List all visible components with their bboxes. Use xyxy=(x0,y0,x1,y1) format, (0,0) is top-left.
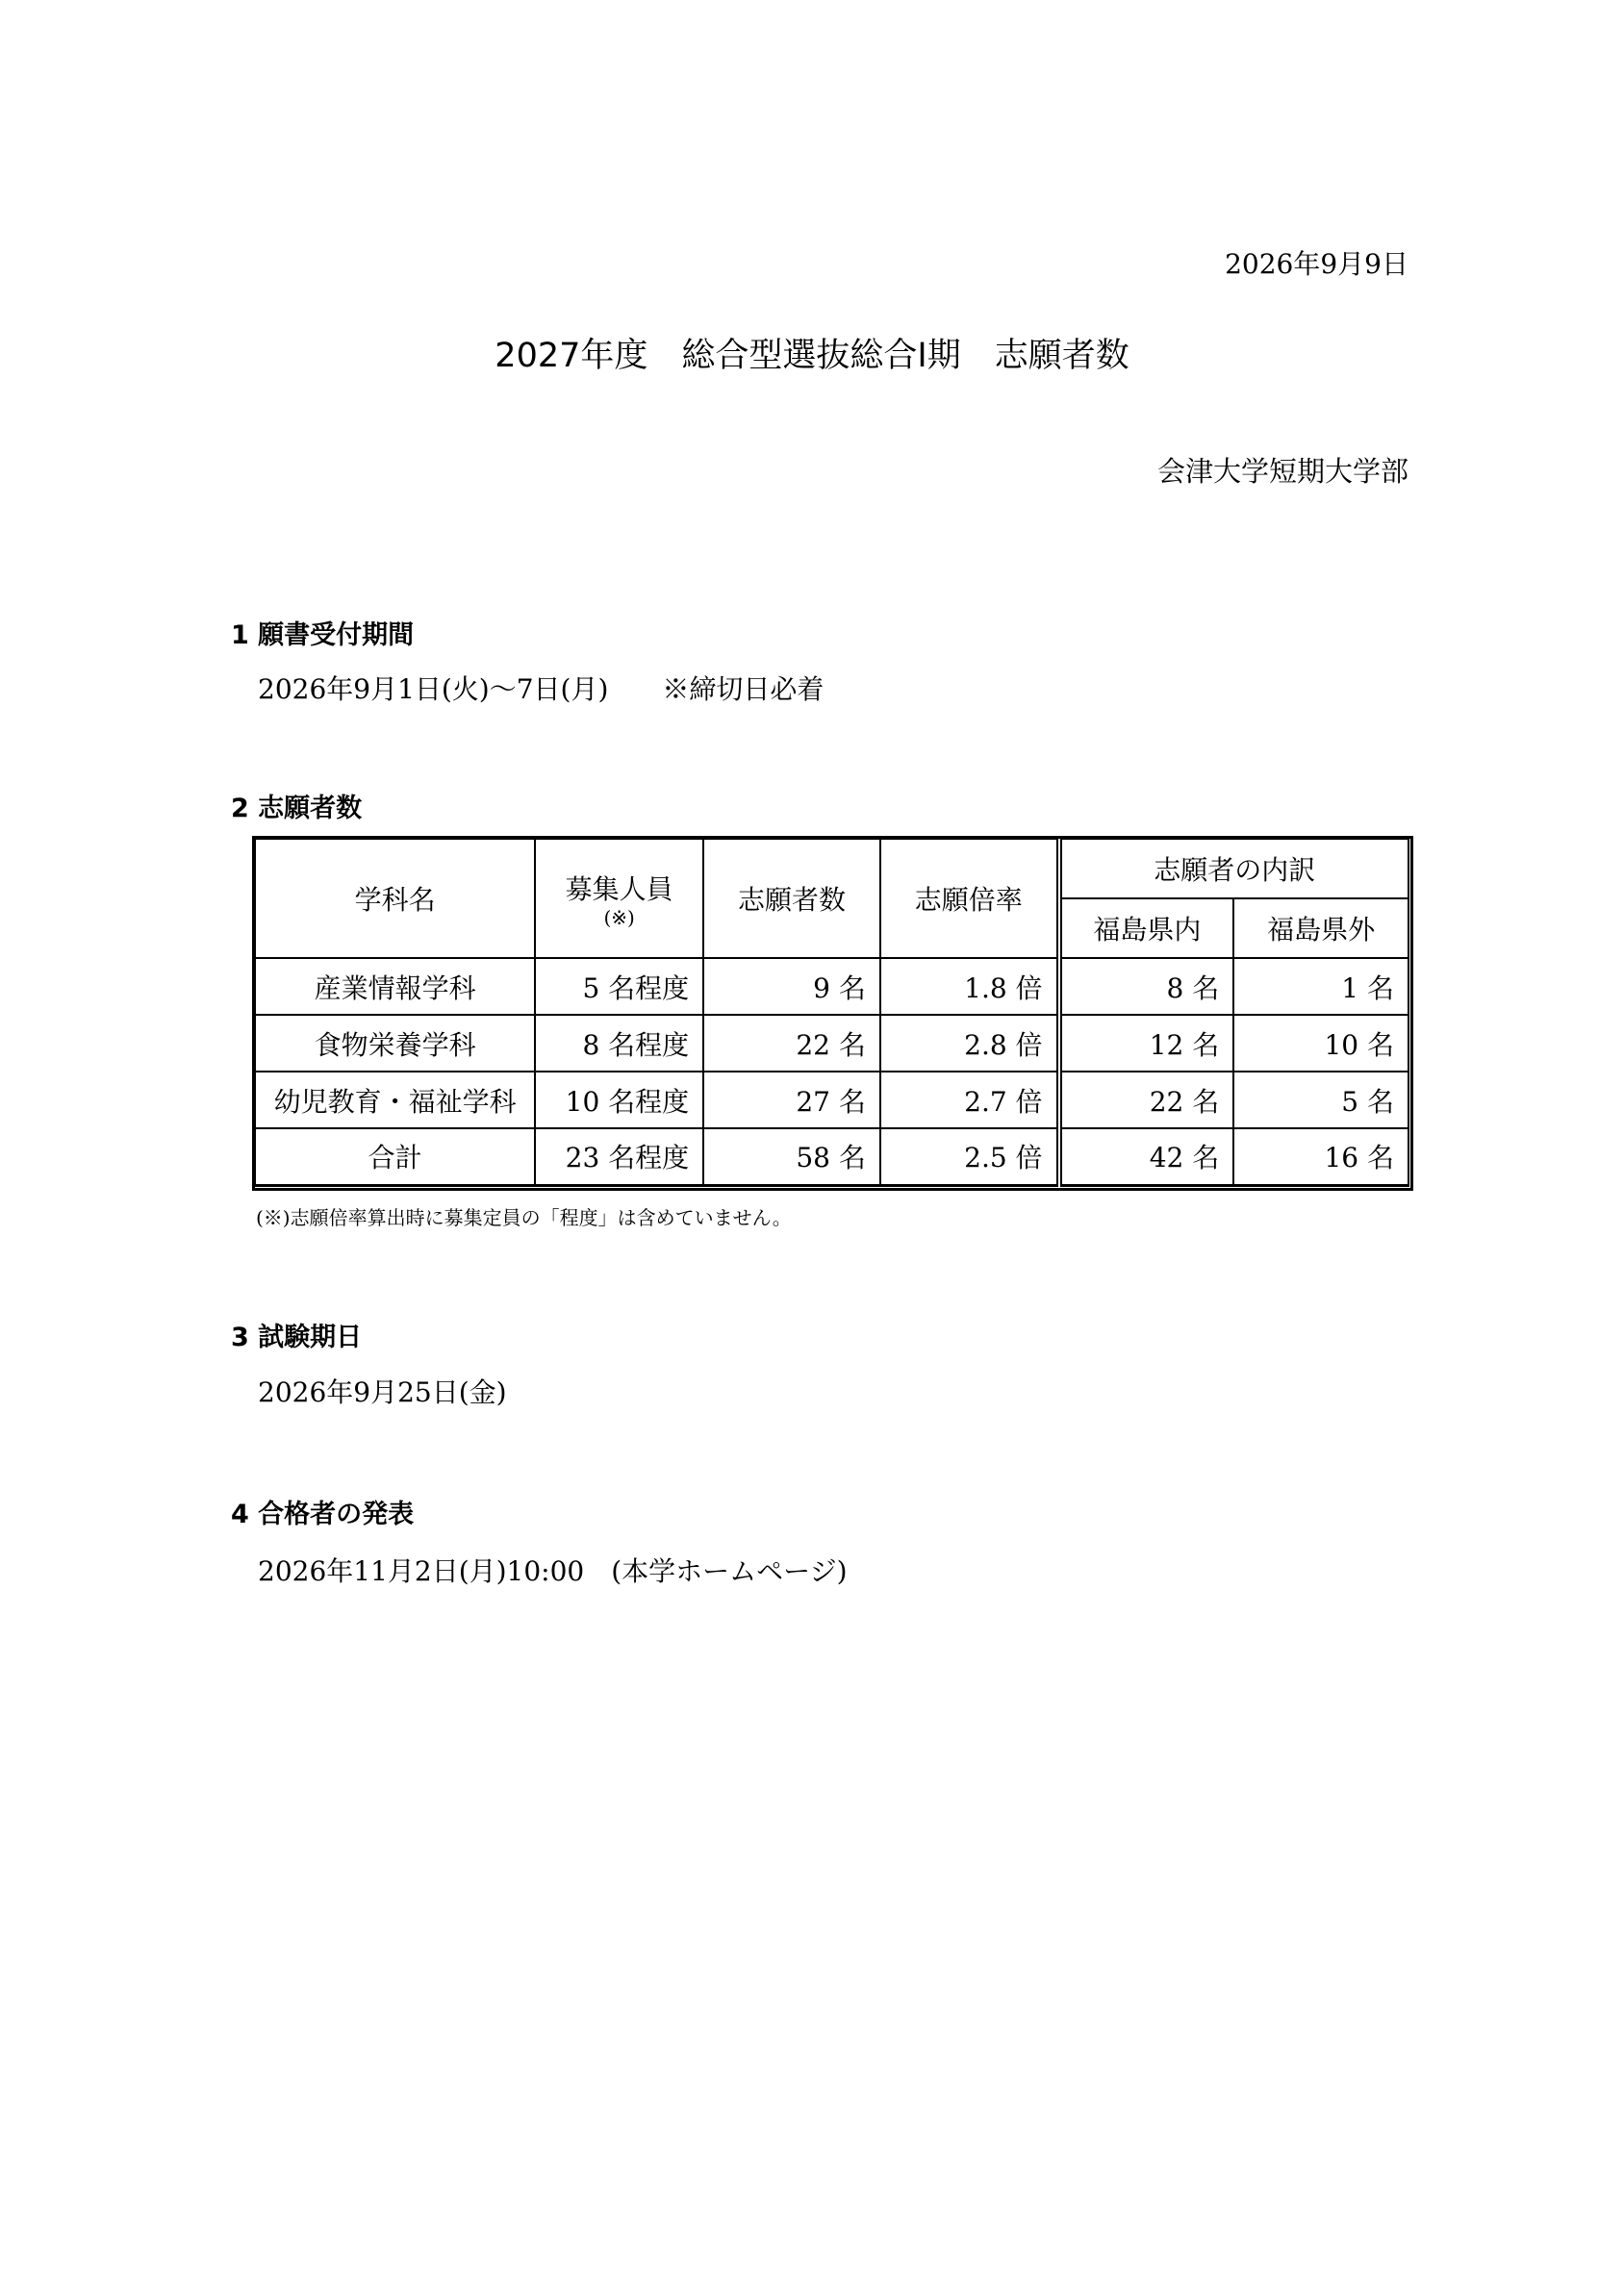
document-date: 2026年9月9日 xyxy=(1225,248,1408,280)
table-header-row xyxy=(255,839,1408,898)
cell-applicants: 9 名 xyxy=(703,958,880,1015)
cell-inside: 8 名 xyxy=(1059,958,1234,1015)
header-inside-prefecture: 福島県内 xyxy=(1059,898,1234,958)
header-ratio: 志願倍率 xyxy=(880,839,1059,958)
cell-total-applicants: 58 名 xyxy=(703,1128,880,1185)
cell-applicants: 27 名 xyxy=(703,1072,880,1128)
cell-ratio: 1.8 倍 xyxy=(880,958,1059,1015)
cell-quota: 10 名程度 xyxy=(535,1072,703,1128)
exam-date-text: 2026年9月25日(金) xyxy=(258,1376,507,1408)
cell-applicants: 22 名 xyxy=(703,1015,880,1072)
cell-inside: 12 名 xyxy=(1059,1015,1234,1072)
table-row xyxy=(255,1072,1408,1128)
header-department: 学科名 xyxy=(255,839,535,958)
cell-total-inside: 42 名 xyxy=(1059,1128,1234,1185)
cell-quota: 5 名程度 xyxy=(535,958,703,1015)
table-row xyxy=(255,1015,1408,1072)
section-heading-results: 4 合格者の発表 xyxy=(231,1500,415,1529)
table-footnote: (※)志願倍率算出時に募集定員の「程度」は含めていません。 xyxy=(256,1206,792,1229)
cell-total-ratio: 2.5 倍 xyxy=(880,1128,1059,1185)
header-quota xyxy=(535,839,703,958)
results-announcement-text: 2026年11月2日(月)10:00 (本学ホームページ) xyxy=(258,1555,848,1587)
cell-ratio: 2.8 倍 xyxy=(880,1015,1059,1072)
header-quota-note: (※) xyxy=(603,906,635,929)
cell-outside: 10 名 xyxy=(1233,1015,1408,1072)
cell-department: 産業情報学科 xyxy=(255,958,535,1015)
header-outside-prefecture: 福島県外 xyxy=(1233,898,1408,958)
cell-ratio: 2.7 倍 xyxy=(880,1072,1059,1128)
header-quota-label: 募集人員 xyxy=(565,873,673,905)
table-total-row xyxy=(255,1128,1408,1185)
cell-department: 幼児教育・福祉学科 xyxy=(255,1072,535,1128)
page-title: 2027年度 総合型選抜総合Ⅰ期 志願者数 xyxy=(495,337,1129,375)
organization-name: 会津大学短期大学部 xyxy=(1156,455,1408,488)
cell-outside: 5 名 xyxy=(1233,1072,1408,1128)
cell-inside: 22 名 xyxy=(1059,1072,1234,1128)
cell-outside: 1 名 xyxy=(1233,958,1408,1015)
header-breakdown: 志願者の内訳 xyxy=(1059,839,1408,898)
applicants-table xyxy=(254,838,1409,1187)
cell-department: 食物栄養学科 xyxy=(255,1015,535,1072)
section-heading-applicants: 2 志願者数 xyxy=(231,794,363,823)
table-row xyxy=(255,958,1408,1015)
header-applicants: 志願者数 xyxy=(703,839,880,958)
cell-total-label: 合計 xyxy=(255,1128,535,1185)
section-heading-exam-date: 3 試験期日 xyxy=(231,1323,363,1352)
cell-quota: 8 名程度 xyxy=(535,1015,703,1072)
cell-total-outside: 16 名 xyxy=(1233,1128,1408,1185)
cell-total-quota: 23 名程度 xyxy=(535,1128,703,1185)
section-heading-application-period: 1 願書受付期間 xyxy=(231,620,415,650)
application-period-text: 2026年9月1日(火)～7日(月) ※締切日必着 xyxy=(258,673,825,705)
